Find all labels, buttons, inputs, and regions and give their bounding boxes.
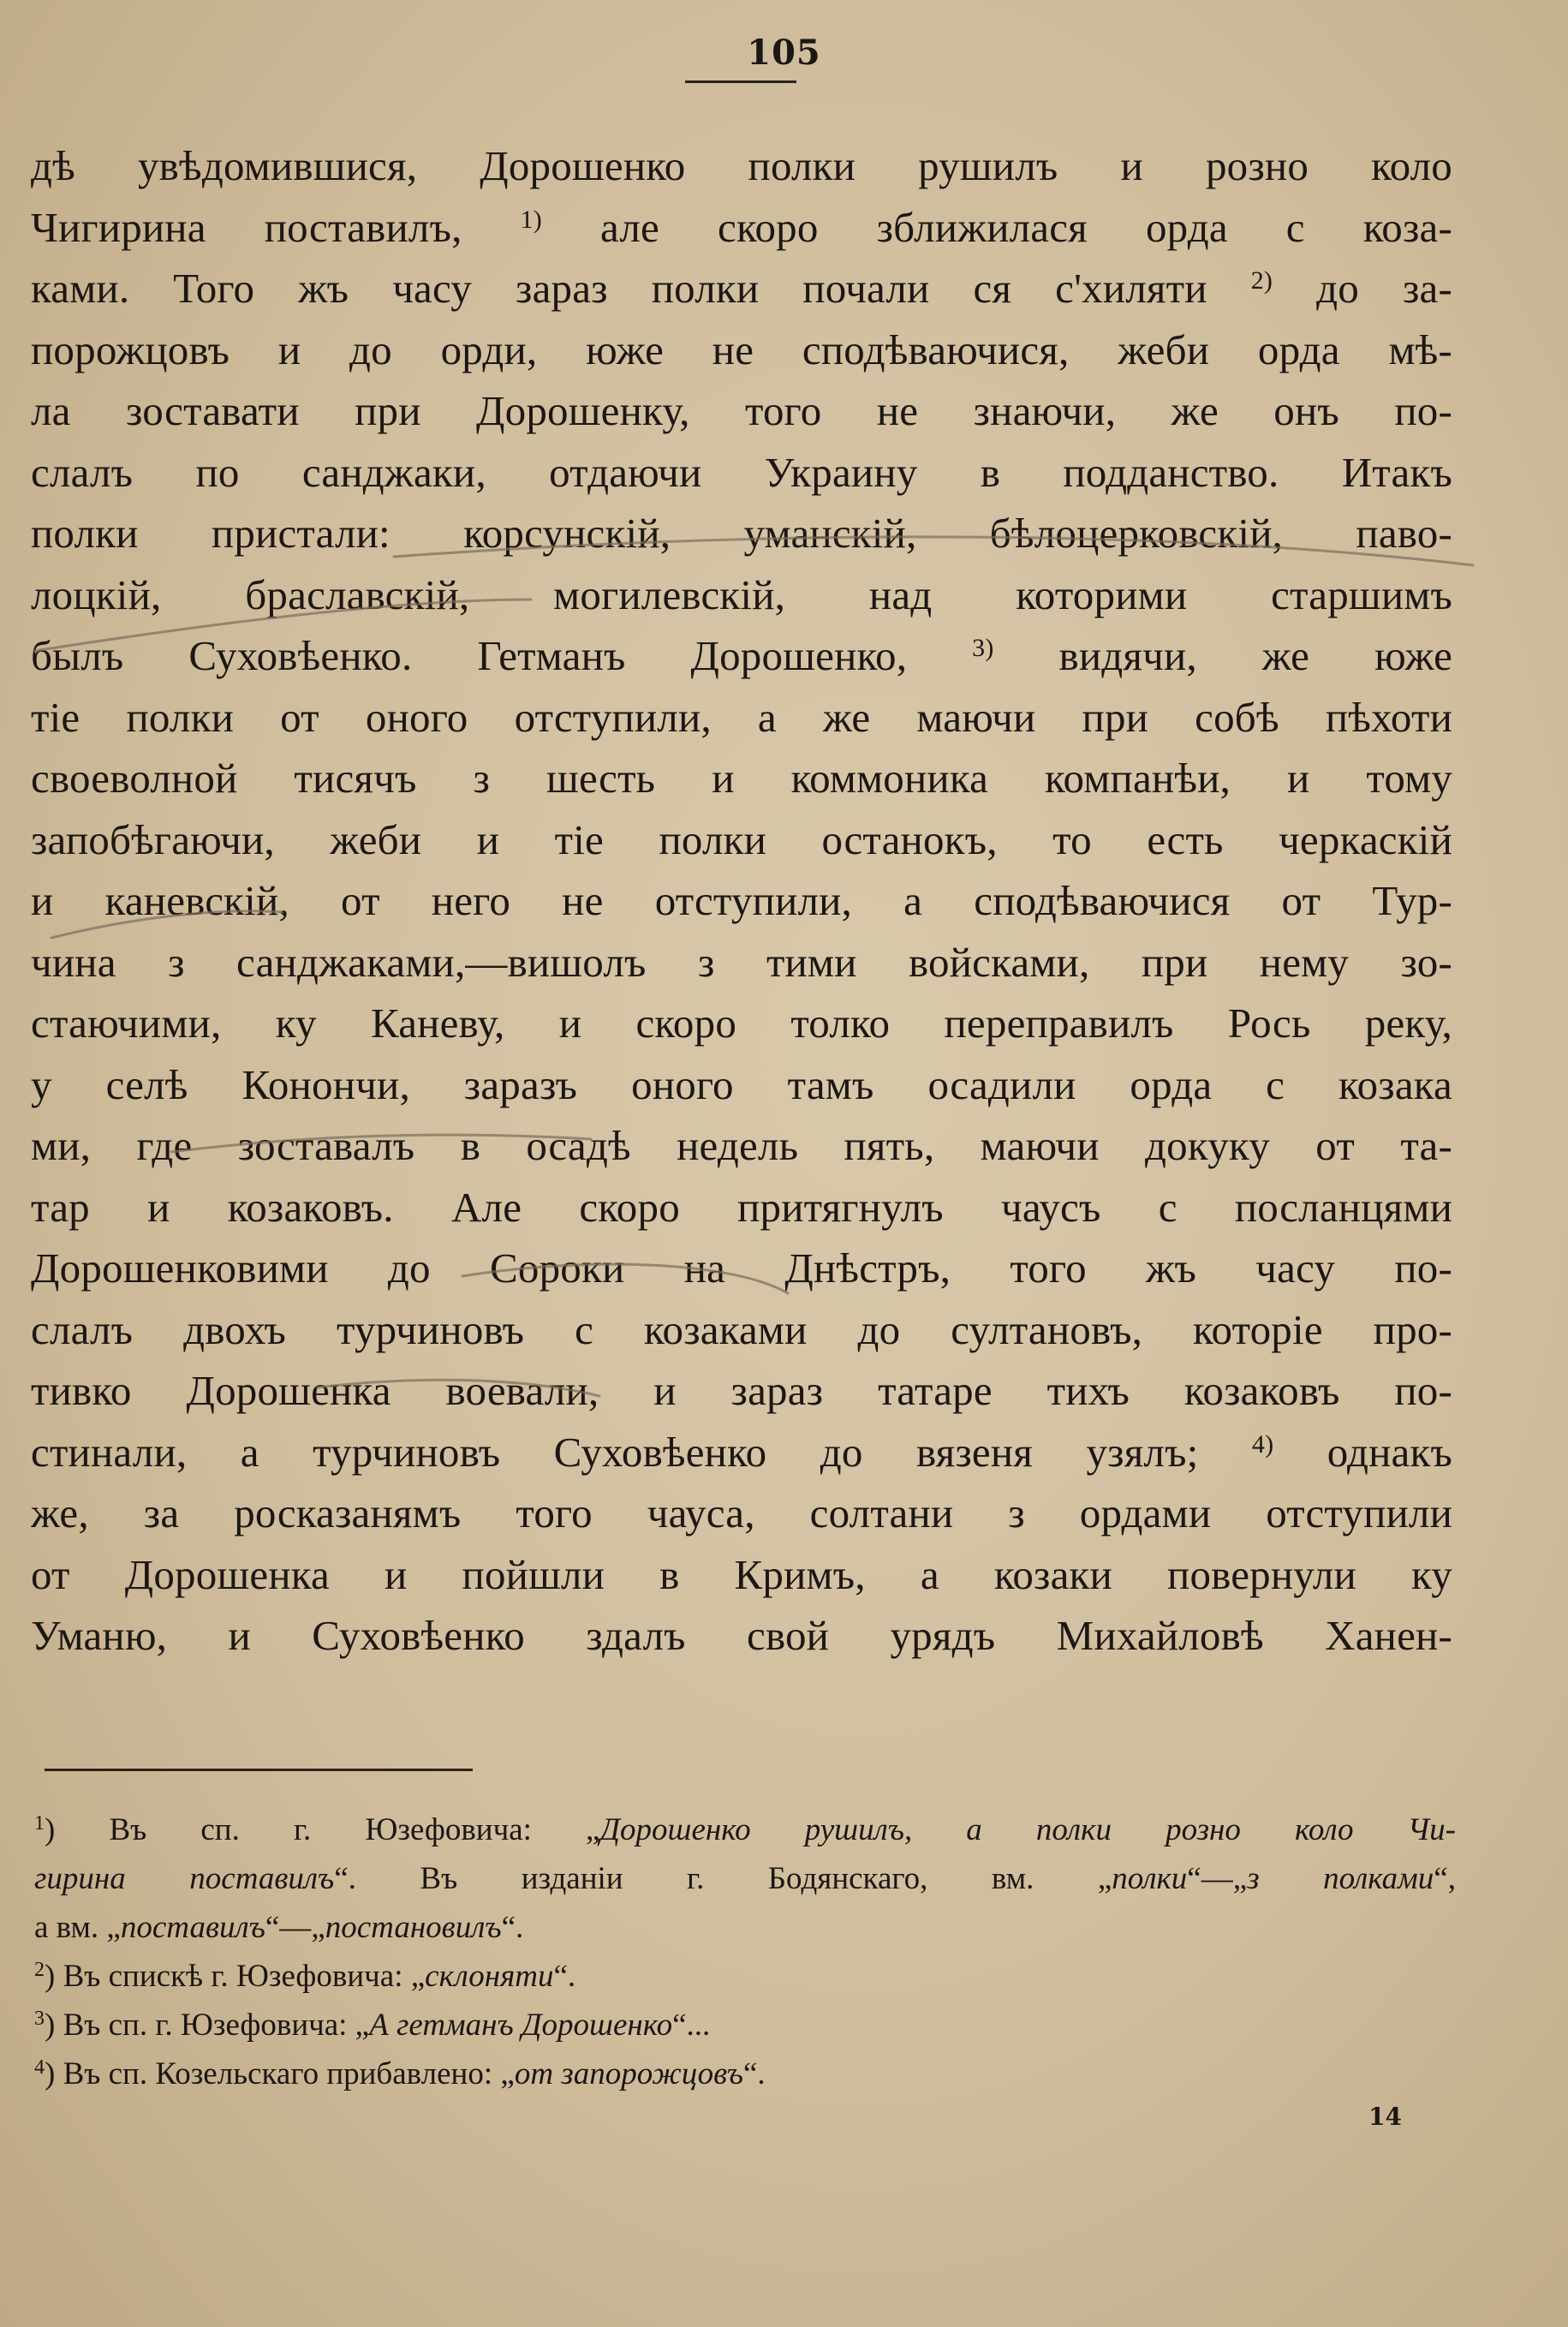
text-line: лоцкій, браславскій, могилевскій, над которими старшимъ bbox=[31, 570, 1452, 618]
text-line: тивко Дорошенка воевали, и зараз татаре тихъ козаковъ по- bbox=[31, 1367, 1452, 1414]
footnote-ref-1: 1) bbox=[520, 205, 542, 234]
text-line: слалъ двохъ турчиновъ с козаками до султановъ, которіе про- bbox=[31, 1305, 1452, 1353]
text-line: Чигирина поставилъ, $^{1)}$ але скоро зближилася орда с коза- bbox=[31, 203, 1452, 251]
footnote-separator bbox=[45, 1769, 473, 1771]
text-line: порожцовъ и до орди, юже не сподѣваючися, жеби орда мѣ- bbox=[31, 325, 1452, 373]
text-line: ла зоставати при Дорошенку, того не знаючи, же онъ по- bbox=[31, 387, 1452, 434]
footnote-1: $^1$) Въ сп. г. Юзефовича: „Дорошенко рушилъ, а полки розно коло Чи- bbox=[34, 1812, 1456, 1847]
text-line: былъ Суховѣенко. Гетманъ Дорошенко, $^{3)}$ видячи, же юже bbox=[31, 632, 1452, 679]
text-line: чина з санджаками,—вишолъ з тими войсками, при нему зо- bbox=[31, 938, 1452, 986]
text-line: и каневскій, от него не отступили, а сподѣваючися от Тур- bbox=[31, 877, 1452, 924]
text-line: слалъ по санджаки, отдаючи Украину в подданство. Итакъ bbox=[31, 448, 1452, 496]
text-line: своеволной тисячъ з шесть и коммоника компанѣи, и тому bbox=[31, 755, 1452, 802]
footnote-ref-2: 2) bbox=[1250, 266, 1273, 295]
text-line: Уманю, и Суховѣенко здалъ свой урядъ Михайловѣ Ханен- bbox=[31, 1612, 1452, 1659]
footnote-ref-3: 3) bbox=[972, 634, 994, 662]
signature-mark: 14 bbox=[1368, 2103, 1402, 2131]
footnote-2: $^2$) Въ спискѣ г. Юзефовича: „склоняти“. bbox=[34, 1959, 576, 1994]
footnotes bbox=[34, 1805, 1456, 2098]
text-line: Дорошенковими до Сороки на Днѣстръ, того жъ часу по- bbox=[31, 1244, 1452, 1292]
text-line: стинали, а турчиновъ Суховѣенко до вязеня узялъ; $^{4)}$ однакъ bbox=[31, 1428, 1452, 1476]
page-number-underline bbox=[685, 81, 796, 83]
body-text bbox=[31, 135, 1452, 1667]
text-line: от Дорошенка и пойшли в Кримъ, а козаки повернули ку bbox=[31, 1550, 1452, 1598]
footnote-4: $^4$) Въ сп. Козельскаго прибавлено: „от запорожцовъ“. bbox=[34, 2056, 766, 2091]
page-number: 105 bbox=[747, 33, 821, 73]
footnote-3: $^3$) Въ сп. г. Юзефовича: „А гетманъ Дорошенко“... bbox=[34, 2008, 711, 2043]
text-line: стаючими, ку Каневу, и скоро толко переправилъ Рось реку, bbox=[31, 999, 1452, 1047]
footnote-ref-4: 4) bbox=[1251, 1429, 1274, 1459]
text-line: у селѣ Конончи, заразъ оного тамъ осадили орда с козака bbox=[31, 1060, 1452, 1108]
text-line: запобѣгаючи, жеби и тіе полки останокъ, то есть черкаскій bbox=[31, 815, 1452, 863]
text-line: дѣ увѣдомившися, Дорошенко полки рушилъ и розно коло bbox=[31, 142, 1452, 189]
text-line: же, за росказанямъ того чауса, солтани з ордами отступили bbox=[31, 1489, 1452, 1536]
text-line: тар и козаковъ. Але скоро притягнулъ чаусъ с посланцями bbox=[31, 1183, 1452, 1231]
text-line: ми, где зоставалъ в осадѣ недель пять, маючи докуку от та- bbox=[31, 1122, 1452, 1169]
text-line: ками. Того жъ часу зараз полки почали ся с'хиляти $^{2)}$ до за- bbox=[31, 265, 1452, 312]
footnote-1-cont: гирина поставилъ“. Въ изданіи г. Бодянскаго, вм. „полки“—„з полками“, bbox=[34, 1861, 1456, 1896]
footnote-1-end: а вм. „поставилъ“—„постановилъ“. bbox=[34, 1910, 524, 1945]
text-line: полки пристали: корсунскій, уманскій, бѣлоцерковскій, паво- bbox=[31, 510, 1452, 557]
text-line: тіе полки от оного отступили, а же маючи при собѣ пѣхоти bbox=[31, 693, 1452, 741]
